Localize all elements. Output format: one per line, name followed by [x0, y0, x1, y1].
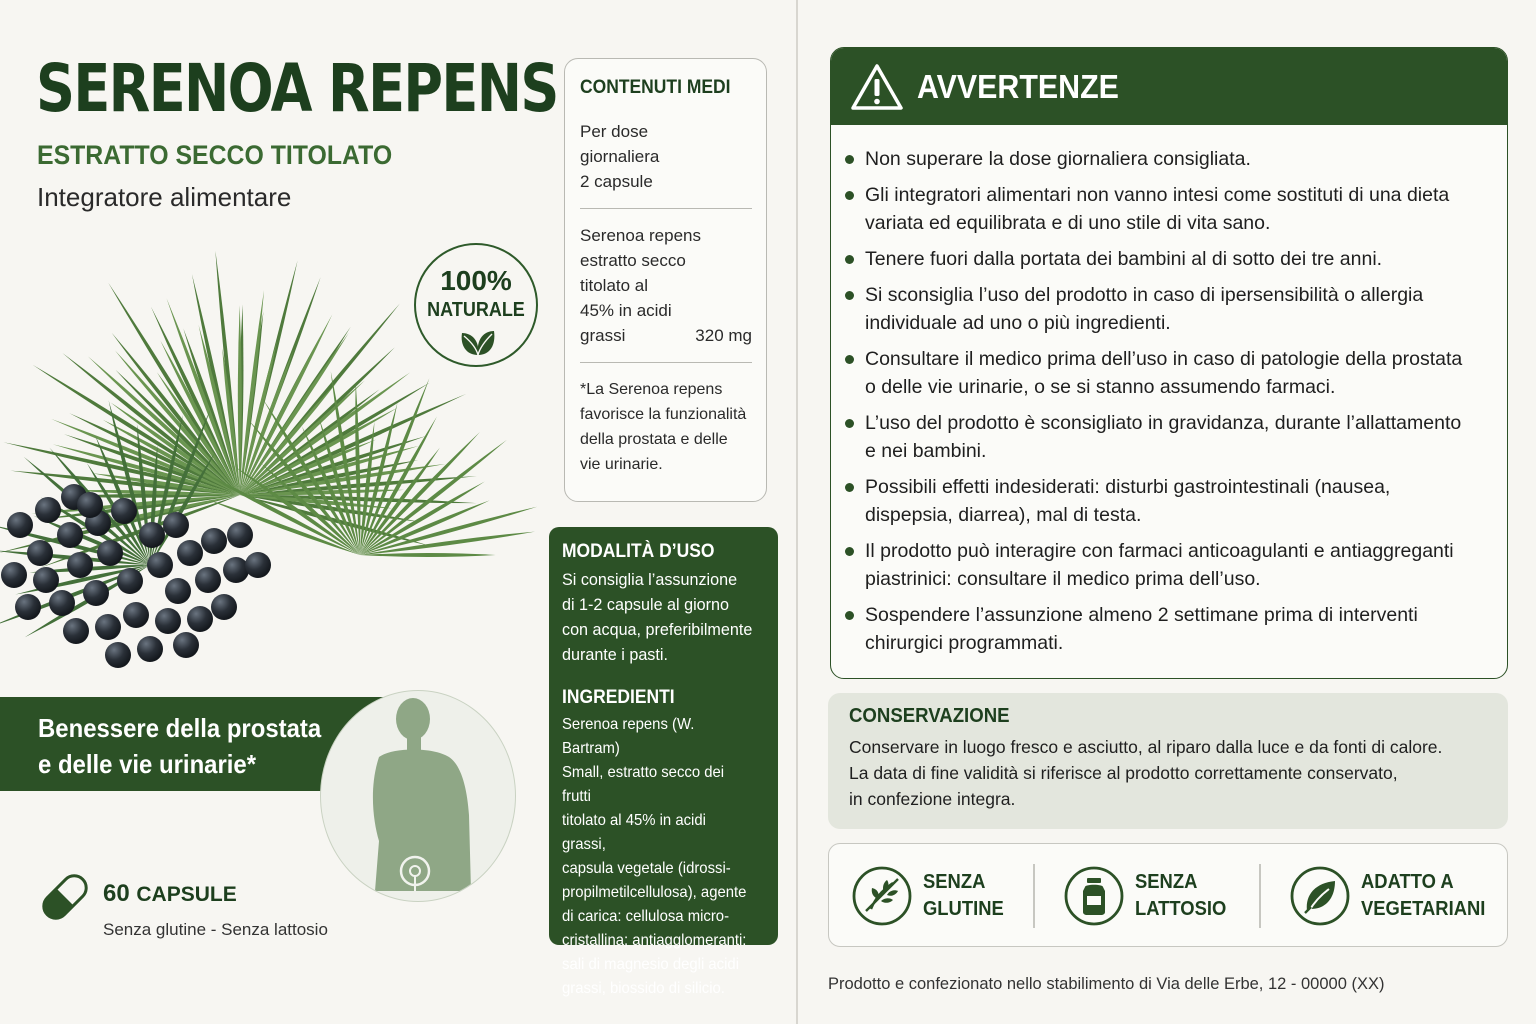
- feature-lactose-free: [1063, 862, 1234, 930]
- wheat-free-icon: [851, 865, 913, 927]
- product-title: SERENOA REPENS: [36, 50, 558, 127]
- usage-text: Si consiglia l’assunzione di 1-2 capsule al giorno con acqua, preferibilmente durante i pasti.: [562, 570, 753, 664]
- average-contents-box: [564, 58, 767, 502]
- benefit-text: Benessere della prostata e delle vie urinarie*: [38, 713, 322, 779]
- capsule-note: Senza glutine - Senza lattosio: [103, 920, 328, 939]
- warnings-title: AVVERTENZE: [917, 67, 1119, 105]
- storage-title: CONSERVAZIONE: [849, 705, 1010, 727]
- contents-title: CONTENUTI MEDI: [580, 77, 731, 98]
- ingredients-title: INGREDIENTI: [562, 687, 675, 708]
- manufacturer-note: Prodotto e confezionato nello stabilimento di Via delle Erbe, 12 - 00000 (XX): [828, 975, 1385, 993]
- warning-item: Il prodotto può interagire con farmaci anticoagulanti e antiaggreganti piastrinici: consultare il medico prima dell’uso.: [845, 537, 1485, 593]
- feature-vegetarian: [1289, 862, 1496, 930]
- capsule-icon: [34, 866, 96, 928]
- dose-text: Per dose giornaliera 2 capsule: [580, 122, 660, 191]
- warning-triangle-icon: [851, 63, 903, 111]
- body-silhouette-circle: [320, 690, 516, 902]
- warning-item: Tenere fuori dalla portata dei bambini al di sotto dei tre anni.: [845, 245, 1485, 273]
- warning-item: Consultare il medico prima dell’uso in caso di patologie della prostata o delle vie urinarie, o se si stanno assumendo farmaci.: [845, 345, 1485, 401]
- feature-gluten-free: [851, 862, 1011, 930]
- feature-separator: [1033, 864, 1035, 928]
- human-silhouette-icon: [321, 691, 516, 902]
- warning-item: Gli integratori alimentari non vanno intesi come sostituti di una dieta variata ed equilibrata e di uno stile di vita sano.: [845, 181, 1485, 237]
- ingredients-text: Serenoa repens (W. Bartram) Small, estratto secco dei frutti titolato al 45% in acidi grassi, capsula vegetale (idrossi- propilmetilcellulosa), agente di carica: cellulosa micro- cristallina; antiagglomeranti: sali di magnesio degli acidi grassi, biossido di silicio.: [562, 716, 747, 997]
- product-subtitle: ESTRATTO SECCO TITOLATO: [37, 140, 393, 170]
- warnings-box: [830, 47, 1508, 679]
- features-box: [828, 843, 1508, 947]
- warning-item: Si sconsiglia l’uso del prodotto in caso di ipersensibilità o allergia individuale ad uno o più ingredienti.: [845, 281, 1485, 337]
- milk-bottle-icon: [1063, 865, 1125, 927]
- vegan-leaf-icon: [1289, 865, 1351, 927]
- feature-separator: [1259, 864, 1261, 928]
- feature-label: SENZA LATTOSIO: [1135, 871, 1227, 920]
- contents-separator: [580, 208, 752, 209]
- product-tagline: Integratore alimentare: [37, 182, 292, 212]
- warning-item: Non superare la dose giornaliera consigliata.: [845, 145, 1485, 173]
- natural-badge: [414, 243, 538, 367]
- storage-text: Conservare in luogo fresco e asciutto, al riparo dalla luce e da fonti di calore. La data di fine validità si riferisce al prodotto correttamente conservato, in confezione integra.: [849, 737, 1443, 809]
- leaf-icon: [456, 325, 500, 357]
- storage-box: [828, 693, 1508, 829]
- feature-label: ADATTO A VEGETARIANI: [1361, 871, 1486, 920]
- capsule-count: 60 CAPSULE: [103, 880, 237, 907]
- contents-footnote: *La Serenoa repens favorisce la funzionalità della prostata e delle vie urinarie.: [580, 381, 747, 473]
- warning-item: Sospendere l’assunzione almeno 2 settimane prima di interventi chirurgici programmati.: [845, 601, 1485, 657]
- amount-value: 320 mg: [695, 326, 752, 345]
- warning-item: L’uso del prodotto è sconsigliato in gravidanza, durante l’allattamento e nei bambini.: [845, 409, 1485, 465]
- contents-separator: [580, 362, 752, 363]
- feature-label: SENZA GLUTINE: [923, 871, 1004, 920]
- warnings-list: [831, 125, 1507, 657]
- warnings-header: [831, 48, 1507, 125]
- usage-title: MODALITÀ D’USO: [562, 541, 715, 562]
- warning-item: Possibili effetti indesiderati: disturbi gastrointestinali (nausea, dispepsia, diarrea), mal di testa.: [845, 473, 1485, 529]
- badge-word: NATURALE: [427, 299, 525, 321]
- usage-ingredients-box: [549, 527, 778, 997]
- badge-percent: 100%: [440, 265, 512, 296]
- ingredient-amount: Serenoa repens estratto secco titolato al 45% in acidi grassi 320 mg: [580, 223, 752, 348]
